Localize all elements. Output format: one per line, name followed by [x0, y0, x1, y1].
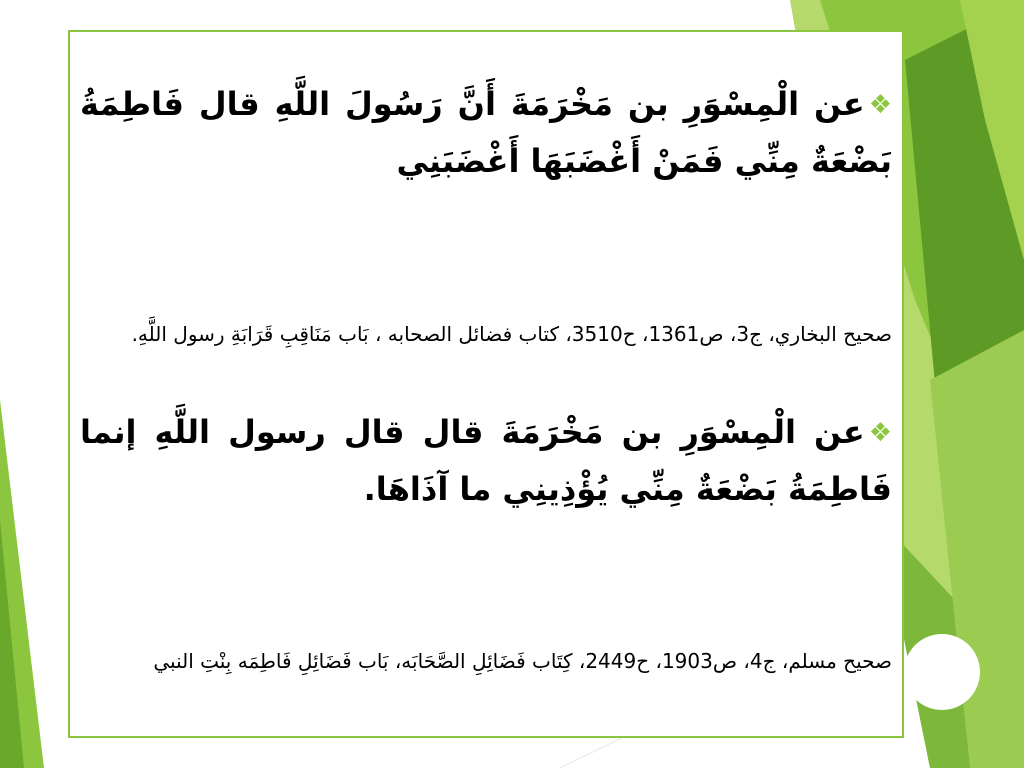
hadith-1-text: عن الْمِسْوَرِ بن مَخْرَمَةَ أَنَّ رَسُولَ اللَّهِ قال فَاطِمَةُ بَضْعَةٌ مِنِّي فَمَنْ أَغْضَبَهَا أَغْضَبَنِي [80, 85, 892, 180]
diamond-bullet-icon: ❖ [868, 418, 892, 448]
content-box [68, 30, 904, 738]
white-circle [904, 634, 980, 710]
hadith-2-text: عن الْمِسْوَرِ بن مَخْرَمَةَ قال قال رسول اللَّهِ إنما فَاطِمَةُ بَضْعَةٌ مِنِّي يُؤْذِينِي ما آذَاهَا. [80, 413, 892, 508]
hadith-1-source: صحيح البخاري، ج3، ص1361، ح3510، كتاب فضائل الصحابه ، بَاب مَنَاقِبِ قَرَابَةِ رسول اللَّهِ. [131, 322, 892, 346]
hadith-2 [80, 404, 892, 517]
diamond-bullet-icon: ❖ [868, 90, 892, 120]
hadith-1 [80, 76, 892, 189]
hadith-2-source: صحيح مسلم، ج4، ص1903، ح2449، كِتَاب فَضَائِلِ الصَّحَابَه، بَاب فَضَائِلِ فَاطِمَه بِنْتِ النبي [153, 649, 892, 673]
